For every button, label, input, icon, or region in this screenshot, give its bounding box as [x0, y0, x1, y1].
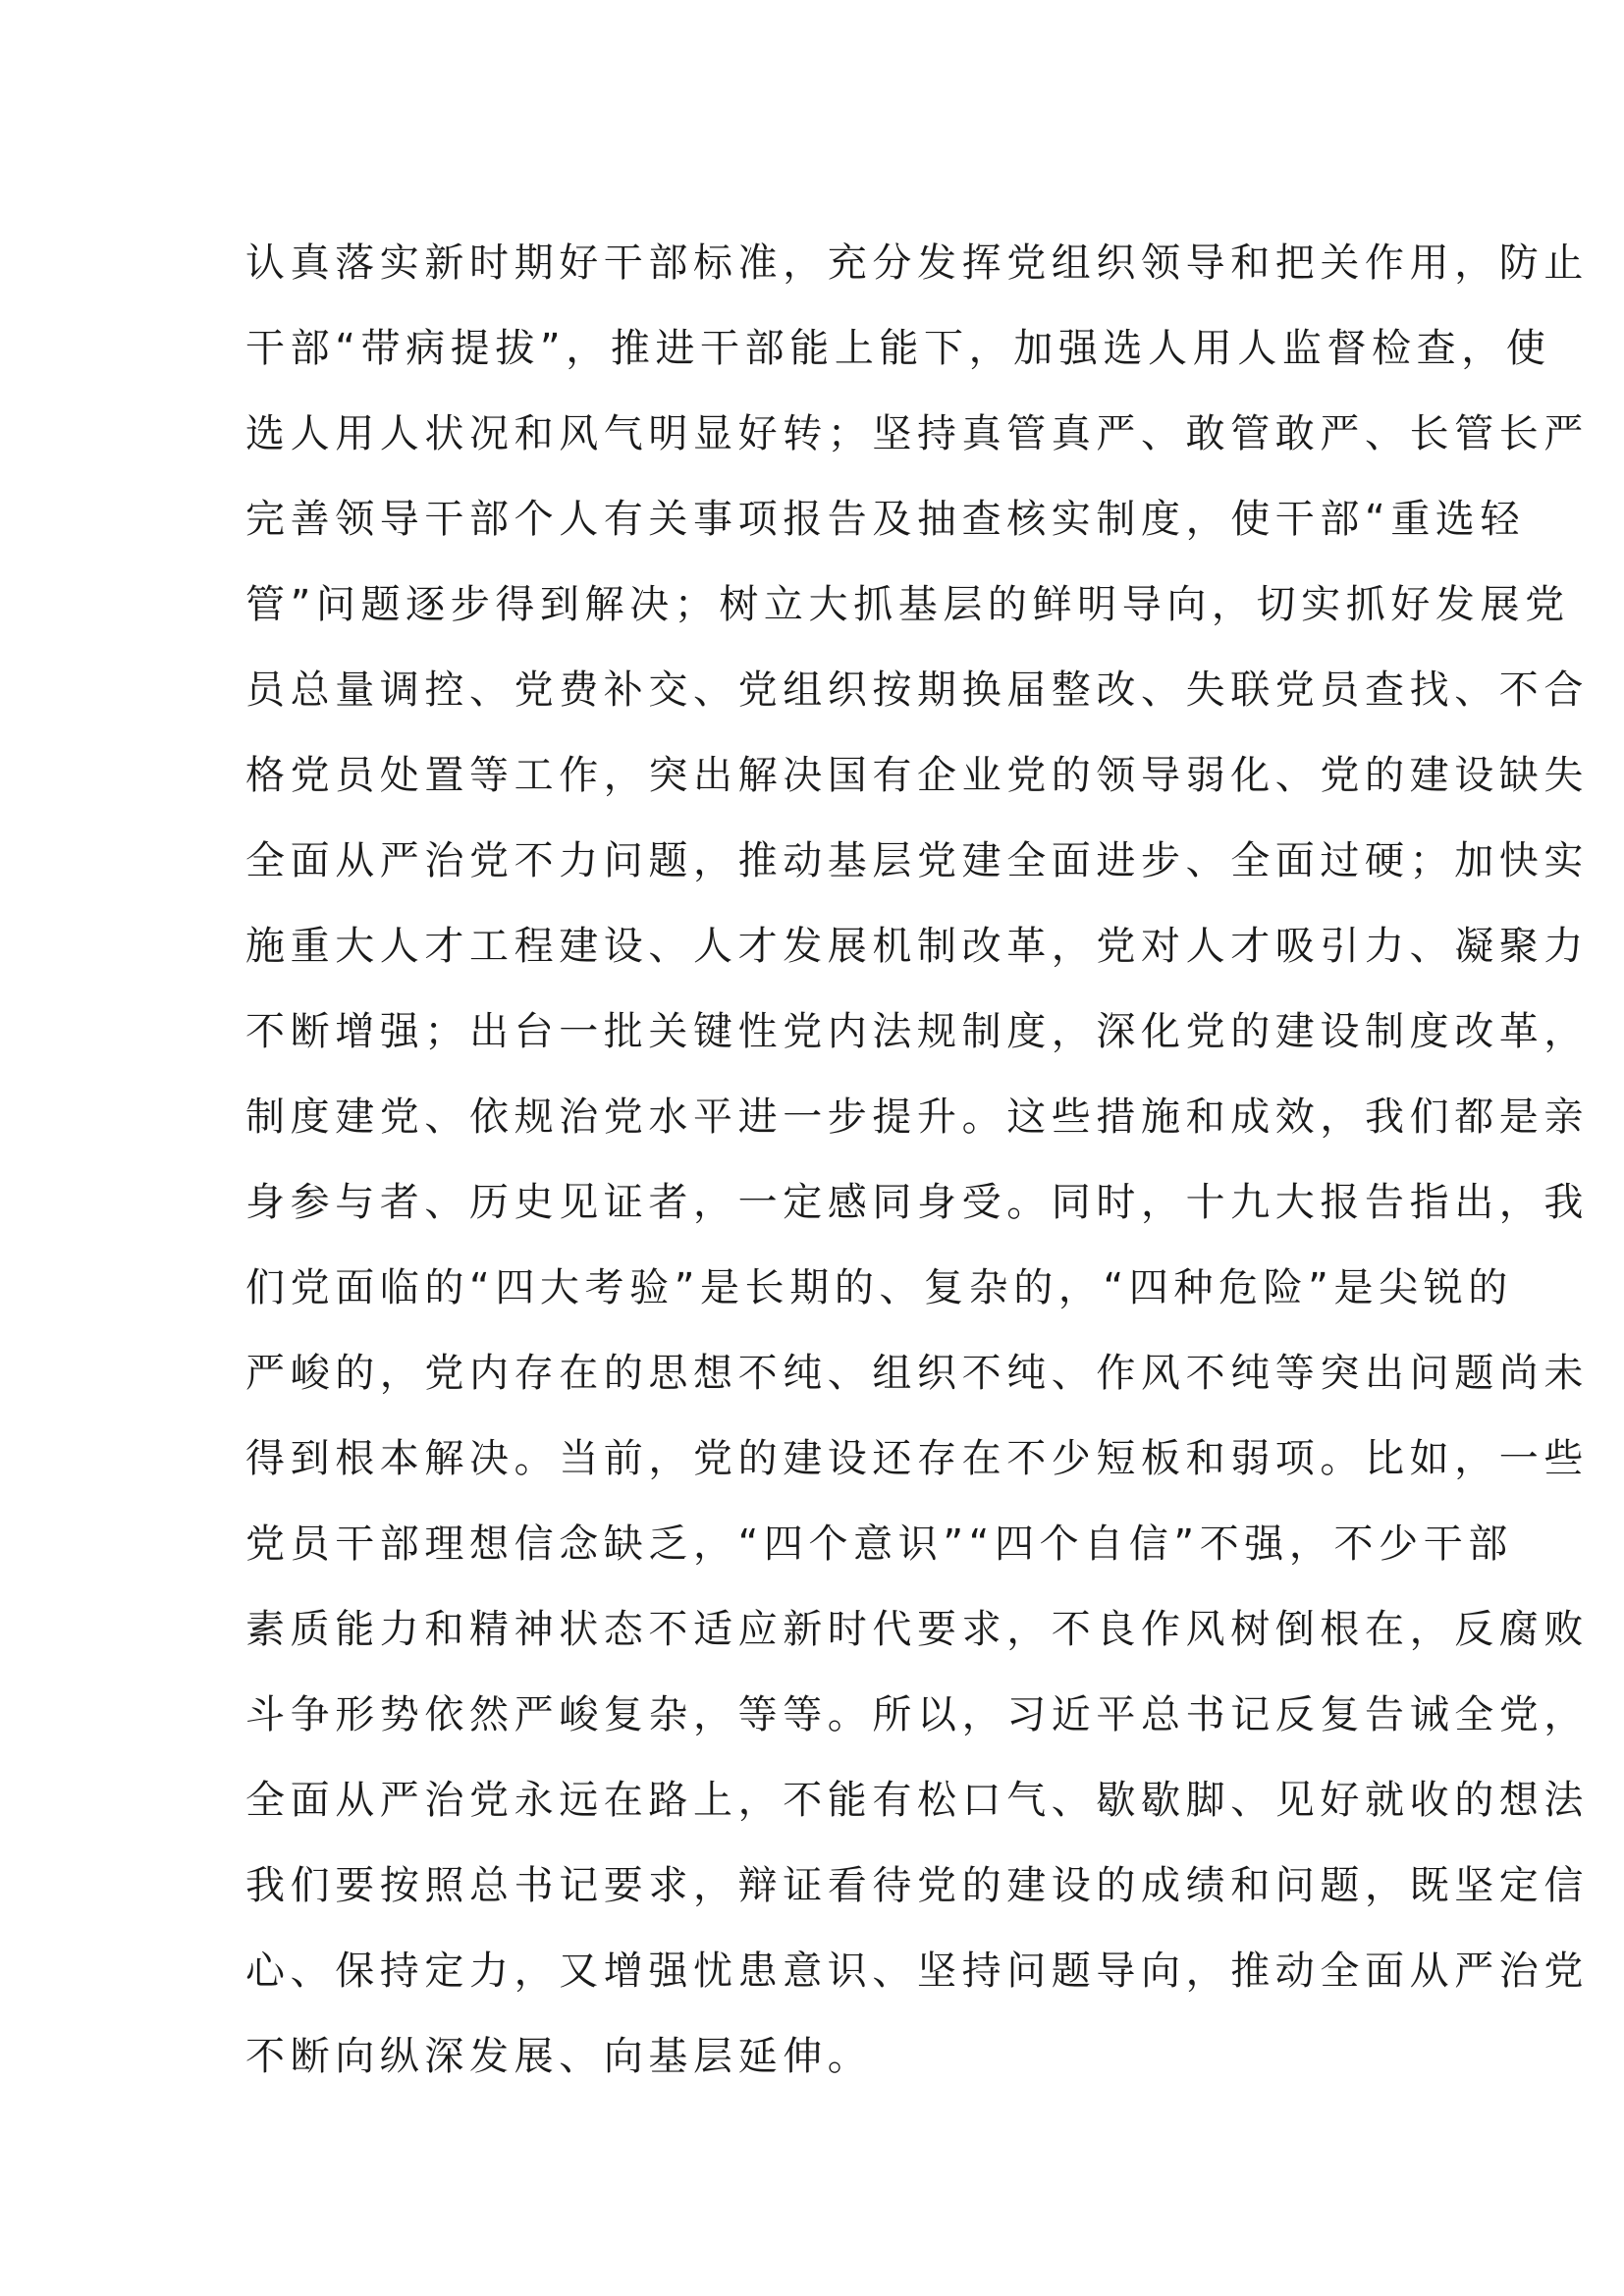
text-line: 们党面临的“四大考验”是长期的、复杂的，“四种危险”是尖锐的: [245, 1265, 1513, 1310]
text-line: 我们要按照总书记要求，辩证看待党的建设的成绩和问题，既坚定信: [245, 1863, 1589, 1908]
text-line: 全面从严治党永远在路上，不能有松口气、歇歇脚、见好就收的想法: [245, 1778, 1589, 1823]
text-line: 素质能力和精神状态不适应新时代要求，不良作风树倒根在，反腐败: [245, 1607, 1589, 1652]
text-line: 格党员处置等工作，突出解决国有企业党的领导弱化、党的建设缺失: [245, 753, 1589, 798]
text-line: 干部“带病提拔”，推进干部能上能下，加强选人用人监督检查，使: [245, 326, 1551, 371]
text-line: 严峻的，党内存在的思想不纯、组织不纯、作风不纯等突出问题尚未: [245, 1351, 1589, 1396]
text-line: 斗争形势依然严峻复杂，等等。所以，习近平总书记反复告诫全党，: [245, 1692, 1589, 1737]
text-line: 不断向纵深发展、向基层延伸。: [245, 2034, 873, 2079]
text-line: 不断增强；出台一批关键性党内法规制度，深化党的建设制度改革，: [245, 1009, 1589, 1054]
text-line: 员总量调控、党费补交、党组织按期换届整改、失联党员查找、不合: [245, 667, 1589, 713]
text-line: 完善领导干部个人有关事项报告及抽查核实制度，使干部“重选轻: [245, 497, 1526, 542]
text-line: 制度建党、依规治党水平进一步提升。这些措施和成效，我们都是亲: [245, 1095, 1589, 1140]
text-line: 选人用人状况和风气明显好转；坚持真管真严、敢管敢严、长管长严: [245, 411, 1589, 456]
text-line: 全面从严治党不力问题，推动基层党建全面进步、全面过硬；加快实: [245, 838, 1589, 883]
text-line: 得到根本解决。当前，党的建设还存在不少短板和弱项。比如，一些: [245, 1436, 1589, 1481]
text-line: 心、保持定力，又增强忧患意识、坚持问题导向，推动全面从严治党: [245, 1949, 1589, 1994]
text-line: 党员干部理想信念缺乏，“四个意识”“四个自信”不强，不少干部: [245, 1522, 1513, 1567]
text-line: 管”问题逐步得到解决；树立大抓基层的鲜明导向，切实抓好发展党: [245, 582, 1570, 627]
text-line: 身参与者、历史见证者，一定感同身受。同时，十九大报告指出，我: [245, 1180, 1589, 1225]
body-text: [245, 221, 1589, 2100]
text-line: 认真落实新时期好干部标准，充分发挥党组织领导和把关作用，防止: [245, 240, 1589, 286]
text-line: 施重大人才工程建设、人才发展机制改革，党对人才吸引力、凝聚力: [245, 924, 1589, 969]
